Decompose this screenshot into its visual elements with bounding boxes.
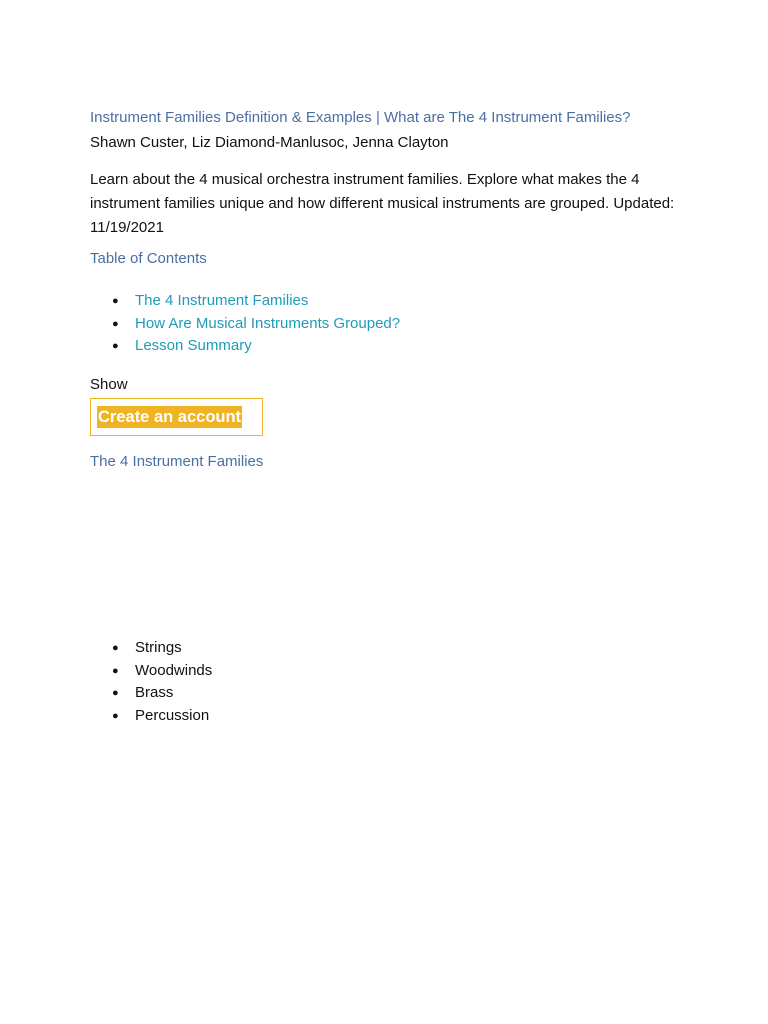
create-account-container — [90, 398, 263, 436]
document-authors: Shawn Custer, Liz Diamond-Manlusoc, Jenna Clayton — [90, 134, 449, 151]
toc-item — [112, 290, 400, 313]
toc-list — [112, 290, 400, 358]
bullet-dot-icon: ● — [112, 664, 119, 677]
section-heading: The 4 Instrument Families — [90, 453, 264, 470]
instrument-family-list — [112, 637, 212, 727]
toc-heading: Table of Contents — [90, 250, 207, 267]
family-woodwinds: Woodwinds — [135, 661, 213, 679]
bullet-dot-icon: ● — [112, 295, 119, 307]
bullet-dot-icon: ● — [112, 709, 119, 722]
show-toggle[interactable]: Show — [90, 376, 128, 393]
list-item — [112, 660, 212, 683]
family-percussion: Percussion — [135, 706, 210, 724]
list-item — [112, 682, 212, 705]
bullet-dot-icon: ● — [112, 687, 119, 699]
document-title: Instrument Families Definition & Examples | What are The 4 Instrument Families? — [90, 109, 631, 126]
bullet-dot-icon: ● — [112, 317, 119, 330]
create-account-button[interactable]: Create an account — [98, 408, 242, 426]
toc-item — [112, 335, 400, 358]
list-item — [112, 705, 212, 728]
toc-link-instrument-families[interactable]: The 4 Instrument Families — [135, 292, 309, 309]
toc-link-lesson-summary[interactable]: Lesson Summary — [135, 337, 252, 354]
family-strings: Strings — [135, 639, 182, 656]
toc-link-instruments-grouped[interactable]: How Are Musical Instruments Grouped? — [135, 314, 401, 332]
list-item — [112, 637, 212, 660]
document-summary: Learn about the 4 musical orchestra instrument families. Explore what makes the 4 instrument families unique and how different musical instruments are grouped. Updated: 11/19/2021 — [90, 171, 675, 236]
bullet-dot-icon: ● — [112, 642, 119, 654]
bullet-dot-icon: ● — [112, 340, 119, 352]
toc-item — [112, 313, 400, 336]
family-brass: Brass — [135, 684, 174, 701]
